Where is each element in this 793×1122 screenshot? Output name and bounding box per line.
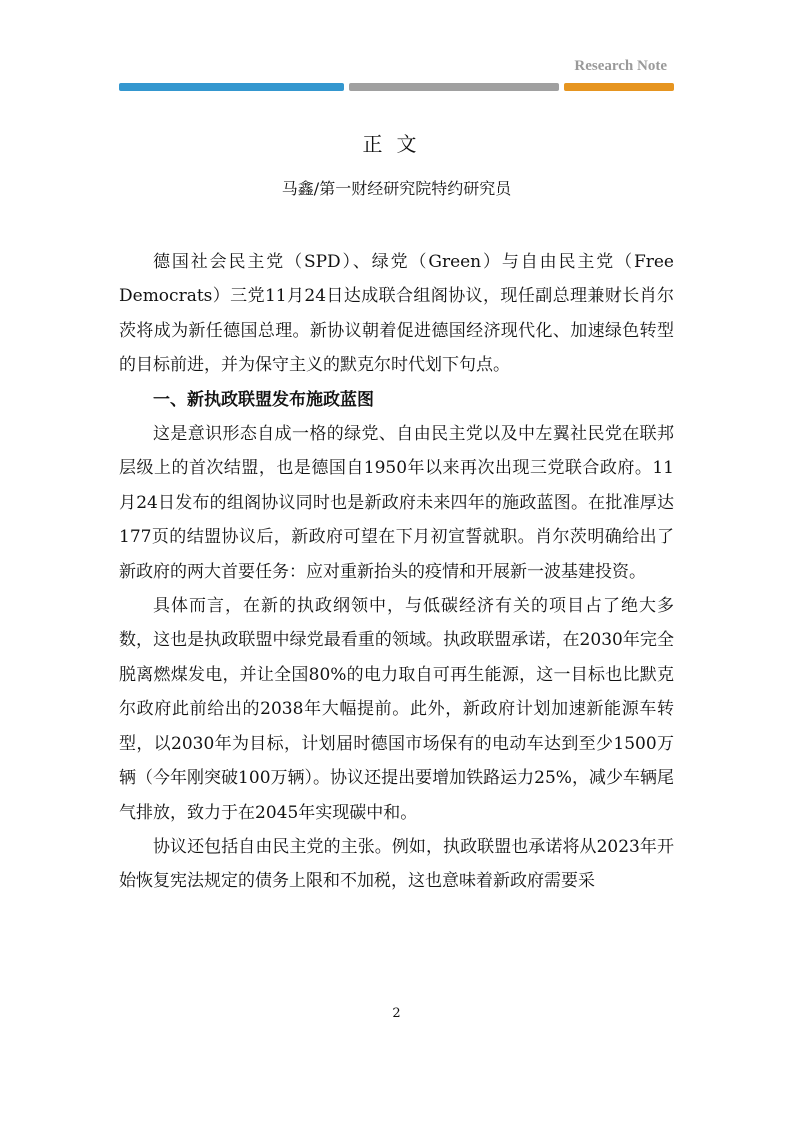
header-bar-gray xyxy=(349,83,559,91)
header-label: Research Note xyxy=(574,58,667,74)
page-number: 2 xyxy=(392,1006,401,1021)
paragraph: 德国社会民主党（SPD）、绿党（Green）与自由民主党（Free Democrats）三党11月24日达成联合组阁协议，现任副总理兼财长肖尔茨将成为新任德国总理。新协议朝着促进德国经济现代化、加速绿色转型的目标前进，并为保守主义的默克尔时代划下句点。 xyxy=(119,252,674,376)
author-byline: 马鑫/第一财经研究院特约研究员 xyxy=(281,179,512,198)
header-color-bars xyxy=(119,83,674,91)
page-title: 正文 xyxy=(362,132,431,156)
section-heading: 一、新执政联盟发布施政蓝图 xyxy=(153,389,374,410)
paragraph: 协议还包括自由民主党的主张。例如，执政联盟也承诺将从2023年开始恢复宪法规定的债务上限和不加税，这也意味着新政府需要采 xyxy=(119,836,674,892)
paragraph: 具体而言，在新的执政纲领中，与低碳经济有关的项目占了绝大多数，这也是执政联盟中绿党最看重的领域。执政联盟承诺，在2030年完全脱离燃煤发电，并让全国80%的电力取自可再生能源，这一目标也比默克尔政府此前给出的2038年大幅提前。此外，新政府计划加速新能源车转型，以2030年为目标，计划届时德国市场保有的电动车达到至少1500万辆（今年刚突破100万辆）。协议还提出要增加铁路运力25%，减少车辆尾气排放，致力于在2045年实现碳中和。 xyxy=(119,596,674,823)
header-bar-blue xyxy=(119,83,344,91)
article-body xyxy=(119,245,674,899)
header-bar-orange xyxy=(564,83,674,91)
paragraph: 这是意识形态自成一格的绿党、自由民主党以及中左翼社民党在联邦层级上的首次结盟，也是德国自1950年以来再次出现三党联合政府。11月24日发布的组阁协议同时也是新政府未来四年的施政蓝图。在批准厚达177页的结盟协议后，新政府可望在下月初宣誓就职。肖尔茨明确给出了新政府的两大首要任务：应对重新抬头的疫情和开展新一波基建投资。 xyxy=(119,424,674,582)
